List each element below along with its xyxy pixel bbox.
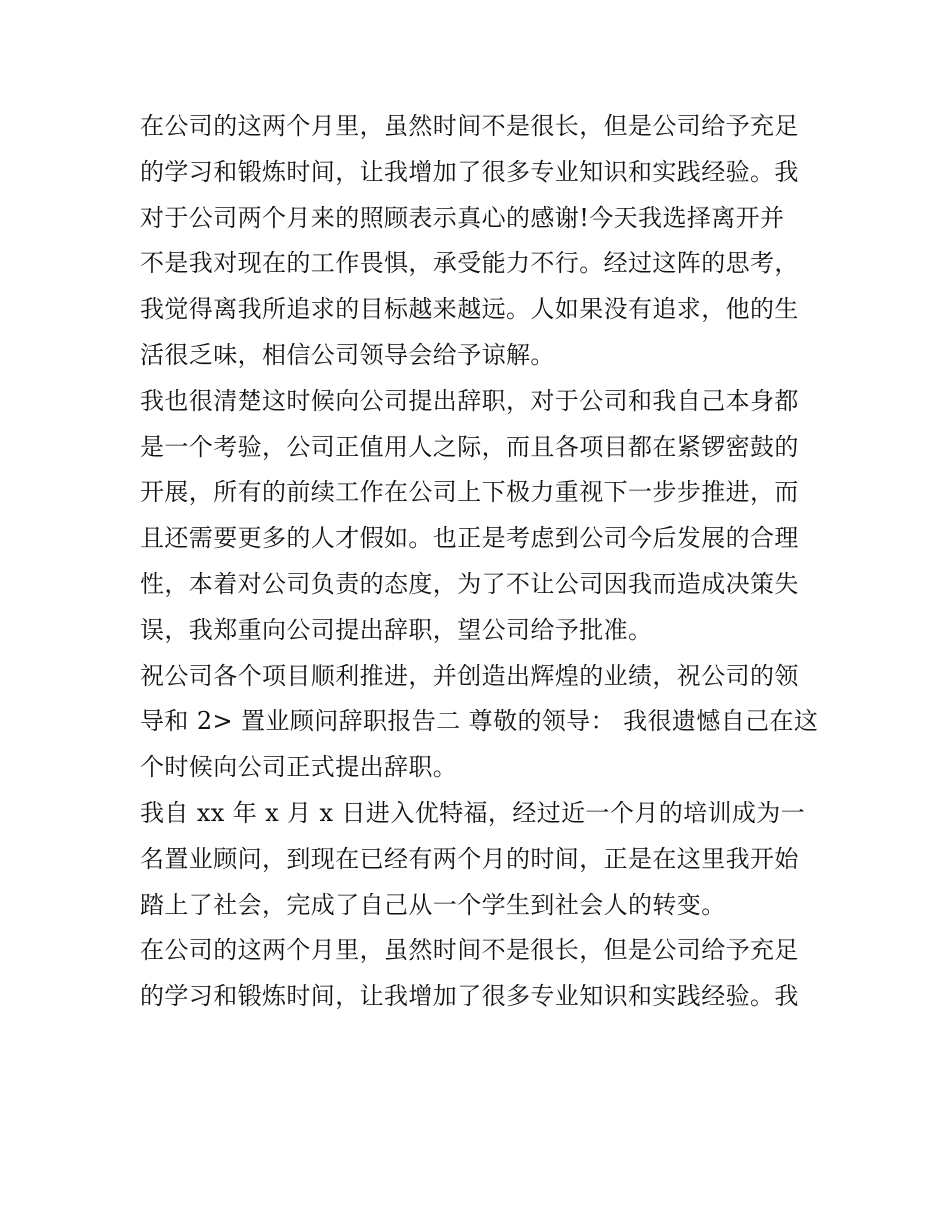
- text-line: 活很乏味，相信公司领导会给予谅解。: [140, 340, 555, 369]
- text-line: 在公司的这两个月里，虽然时间不是很长，但是公司给予充足: [140, 112, 799, 140]
- text-line: 的学习和锻炼时间，让我增加了很多专业知识和实践经验。我: [140, 982, 799, 1011]
- text-line: 误，我郑重向公司提出辞职，望公司给予批准。: [140, 615, 653, 644]
- text-line: 我觉得离我所追求的目标越来越远。人如果没有追求，他的生: [140, 295, 799, 324]
- text-line: 个时候向公司正式提出辞职。: [140, 753, 458, 782]
- document-body: [140, 104, 830, 1020]
- text-line: 我自 xx 年 x 月 x 日进入优特福，经过近一个月的培训成为一: [140, 798, 806, 827]
- text-line: 的学习和锻炼时间，让我增加了很多专业知识和实践经验。我: [140, 157, 799, 186]
- text-line: 在公司的这两个月里，虽然时间不是很长，但是公司给予充足: [140, 936, 799, 965]
- text-line: 我也很清楚这时候向公司提出辞职，对于公司和我自己本身都: [140, 386, 799, 415]
- text-line: 祝公司各个项目顺利推进，并创造出辉煌的业绩，祝公司的领: [140, 661, 799, 690]
- text-line: 名置业顾问，到现在已经有两个月的时间，正是在这里我开始: [140, 844, 799, 873]
- text-line: 性，本着对公司负责的态度，为了不让公司因我而造成决策失: [140, 569, 799, 598]
- text-line: 对于公司两个月来的照顾表示真心的感谢!今天我选择离开并: [140, 203, 785, 232]
- text-line: 踏上了社会，完成了自己从一个学生到社会人的转变。: [140, 890, 726, 919]
- text-line: 导和 2> 置业顾问辞职报告二 尊敬的领导： 我很遗憾自己在这: [140, 707, 819, 736]
- text-line: 是一个考验，公司正值用人之际，而且各项目都在紧锣密鼓的: [140, 432, 799, 461]
- text-line: 且还需要更多的人才假如。也正是考虑到公司今后发展的合理: [140, 524, 799, 553]
- text-line: 不是我对现在的工作畏惧，承受能力不行。经过这阵的思考，: [140, 249, 799, 278]
- text-line: 开展，所有的前续工作在公司上下极力重视下一步步推进，而: [140, 478, 799, 507]
